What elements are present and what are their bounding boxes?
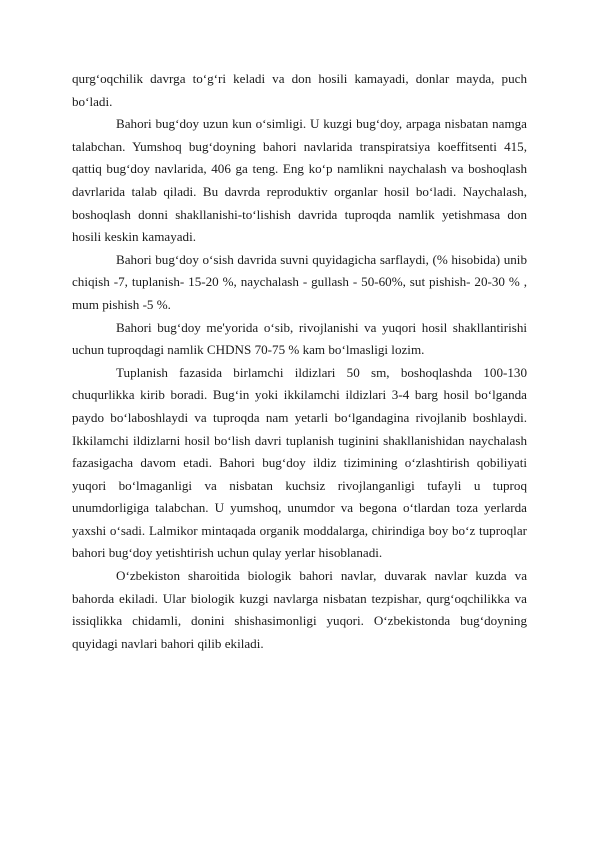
paragraph-root-system: Tuplanish fazasida birlamchi ildizlari 50 sm, boshoqlashda 100-130 chuqurlikka kirib boradi. Bug‘in yoki ikkilamchi ildizlari 3-4 barg hosil bo‘lganda paydo bo‘laboshlaydi va tuproqda nam yetarli bo‘lgandagina rivojlanib boshlaydi. Ikkilamchi ildizlarni hosil bo‘lish davri tuplanish tuginini shakllanishidan naychalash fazasigacha davom etadi. Bahori bug‘doy ildiz tizimining o‘zlashtirish qobiliyati yuqori bo‘lmaganligi va nisbatan kuchsiz rivojlanganligi tufayli u tuproq unumdorligiga talabchan. U yumshoq, unumdor va begona o‘tlardan toza yerlarda yaxshi o‘sadi. Lalmikor mintaqada organik moddalarga, chirindiga boy bo‘z tuproqlar bahori bug‘doy yetishtirish uchun qulay yerlar hisoblanadi. (72, 364, 527, 561)
paragraph-uzbekistan-varieties: O‘zbekiston sharoitida biologik bahori navlar, duvarak navlar kuzda va bahorda ekiladi. Ular biologik kuzgi navlarga nisbatan tezpishar, qurg‘oqchilikka va issiqlikka chidamli, donini shishasimonligi yuqori. O‘zbekistonda bug‘doyning quyidagi navlari bahori qilib ekiladi. (72, 568, 527, 651)
document-body (72, 68, 527, 655)
paragraph-water-consumption: Bahori bug‘doy o‘sish davrida suvni quyidagicha sarflaydi, (% hisobida) unib chiqish -7, tuplanish- 15-20 %, naychalash - gullash - 50-60%, sut pishish- 20-30 % , mum pishish -5 %. (72, 251, 527, 312)
paragraph-spring-wheat-moisture: Bahori bug‘doy uzun kun o‘simligi. U kuzgi bug‘doy, arpaga nisbatan namga talabchan. Yumshoq bug‘doyning bahori navlarida transpiratsiya koeffitsenti 415, qattiq bug‘doy navlarida, 406 ga teng. Eng ko‘p namlikni naychalash va boshoqlash davrlarida talab qiladi. Bu davrda reproduktiv organlar hosil bo‘ladi. Naychalash, boshoqlash donni shakllanishi-to‘lishish davrida tuproqda namlik yetishmasa don hosili keskin kamayadi. (72, 116, 527, 245)
paragraph-continuation: qurg‘oqchilik davrga to‘g‘ri keladi va don hosili kamayadi, donlar mayda, puch bo‘ladi. (72, 71, 527, 109)
paragraph-soil-moisture-requirement: Bahori bug‘doy me'yorida o‘sib, rivojlanishi va yuqori hosil shakllantirishi uchun tuproqdagi namlik CHDNS 70-75 % kam bo‘lmasligi lozim. (72, 319, 527, 358)
